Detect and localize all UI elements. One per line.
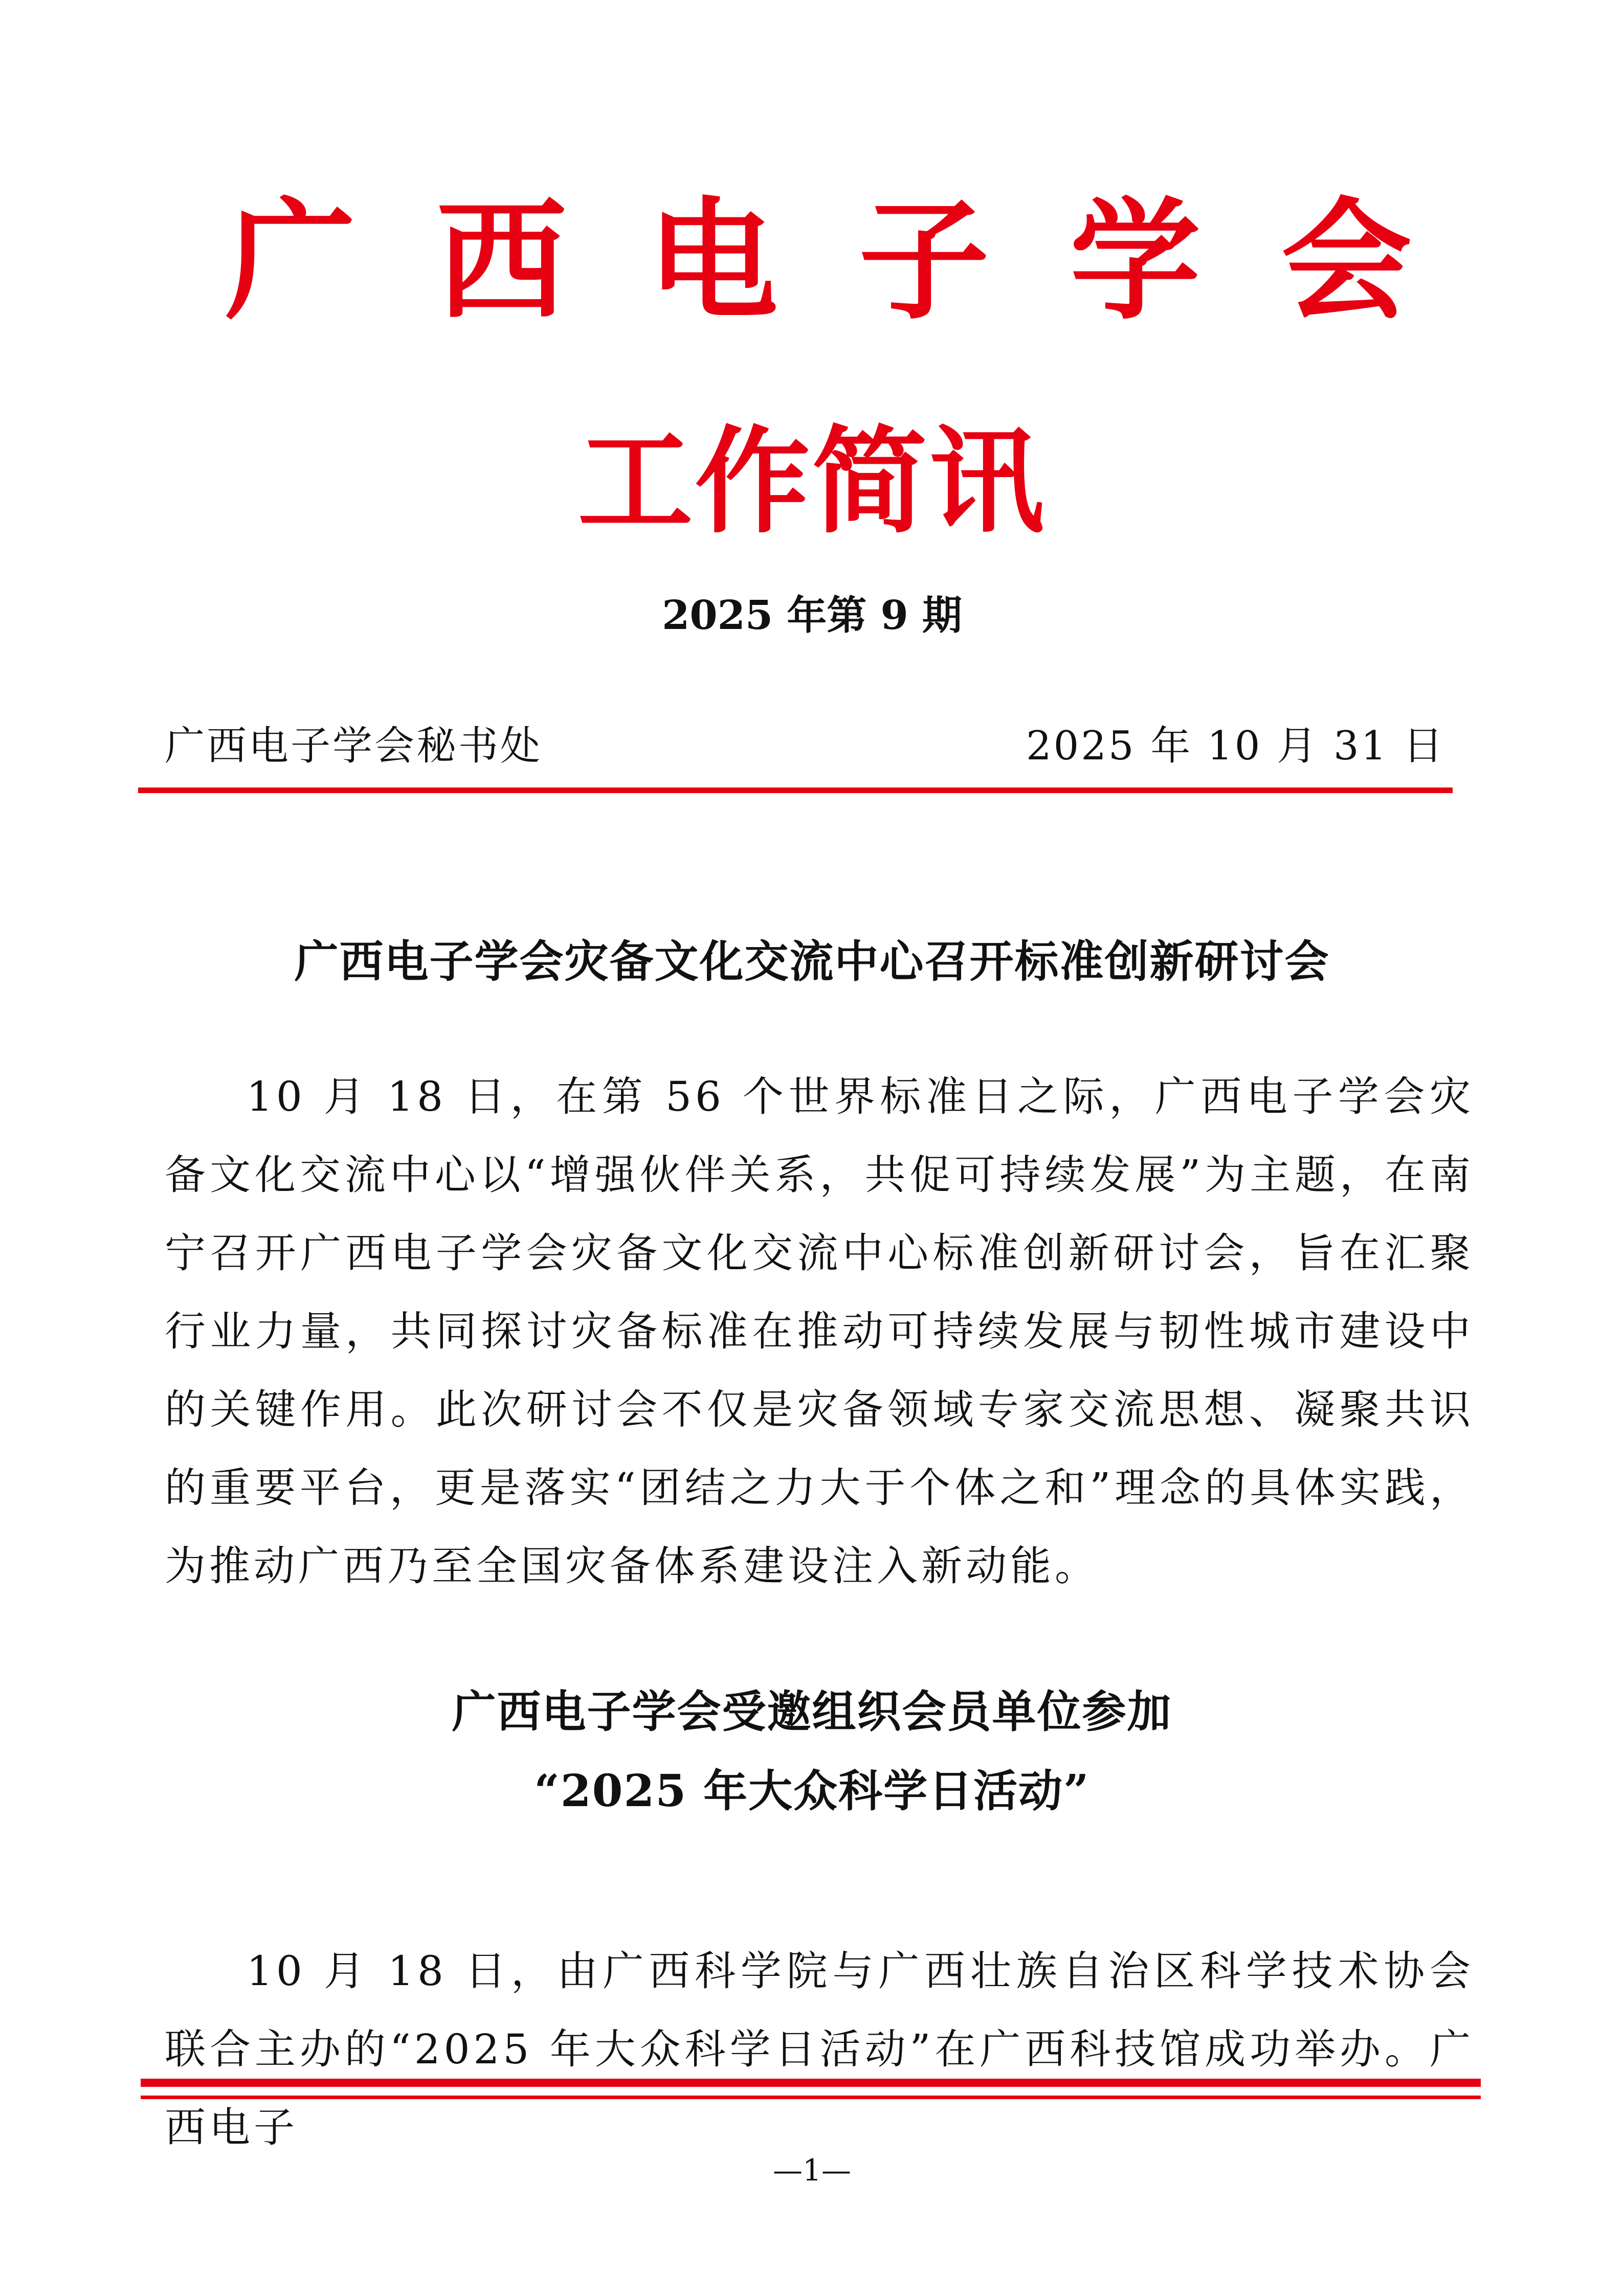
masthead-char: 西 (436, 184, 567, 337)
header-divider (138, 787, 1453, 793)
publish-date: 2025 年 10 月 31 日 (1026, 723, 1445, 769)
article-2-title-line1: 广西电子学会受邀组织会员单位参加 (452, 1686, 1172, 1738)
article-1-title: 广西电子学会灾备文化交流中心召开标准创新研讨会 (294, 936, 1330, 987)
masthead-char: 广 (225, 184, 356, 337)
article-1-body: 10 月 18 日，在第 56 个世界标准日之际，广西电子学会灾备文化交流中心以“增强伙伴关系，共促可持续发展”为主题，在南宁召开广西电子学会灾备文化交流中心标准创新研讨会，旨在汇聚行业力量，共同探讨灾备标准在推动可持续发展与韧性城市建设中的关键作用。此次研讨会不仅是灾备领域专家交流思想、凝聚共识的重要平台，更是落实“团结之力大于个体之和”理念的具体实践，为推动广西乃至全国灾备体系建设注入新动能。 (165, 1073, 1474, 1590)
publisher: 广西电子学会秘书处 (165, 723, 543, 769)
page-number: —1— (773, 2153, 851, 2188)
article-2-title-line2: “2025 年大众科学日活动” (534, 1765, 1090, 1817)
masthead-char: 电 (647, 184, 778, 337)
issue-number: 2025 年第 9 期 (662, 592, 962, 639)
footer-divider-thin (141, 2096, 1481, 2099)
footer-divider-thick (141, 2079, 1481, 2087)
masthead-char: 子 (858, 184, 989, 337)
masthead-char: 会 (1281, 184, 1412, 337)
masthead-org-name (225, 184, 1412, 337)
bulletin-subtitle: 工作简讯 (577, 414, 1047, 549)
article-2-body: 10 月 18 日，由广西科学院与广西壮族自治区科学技术协会联合主办的“2025 年大众科学日活动”在广西科技馆成功举办。广西电子 (165, 1947, 1474, 2151)
masthead-char: 学 (1070, 184, 1200, 337)
